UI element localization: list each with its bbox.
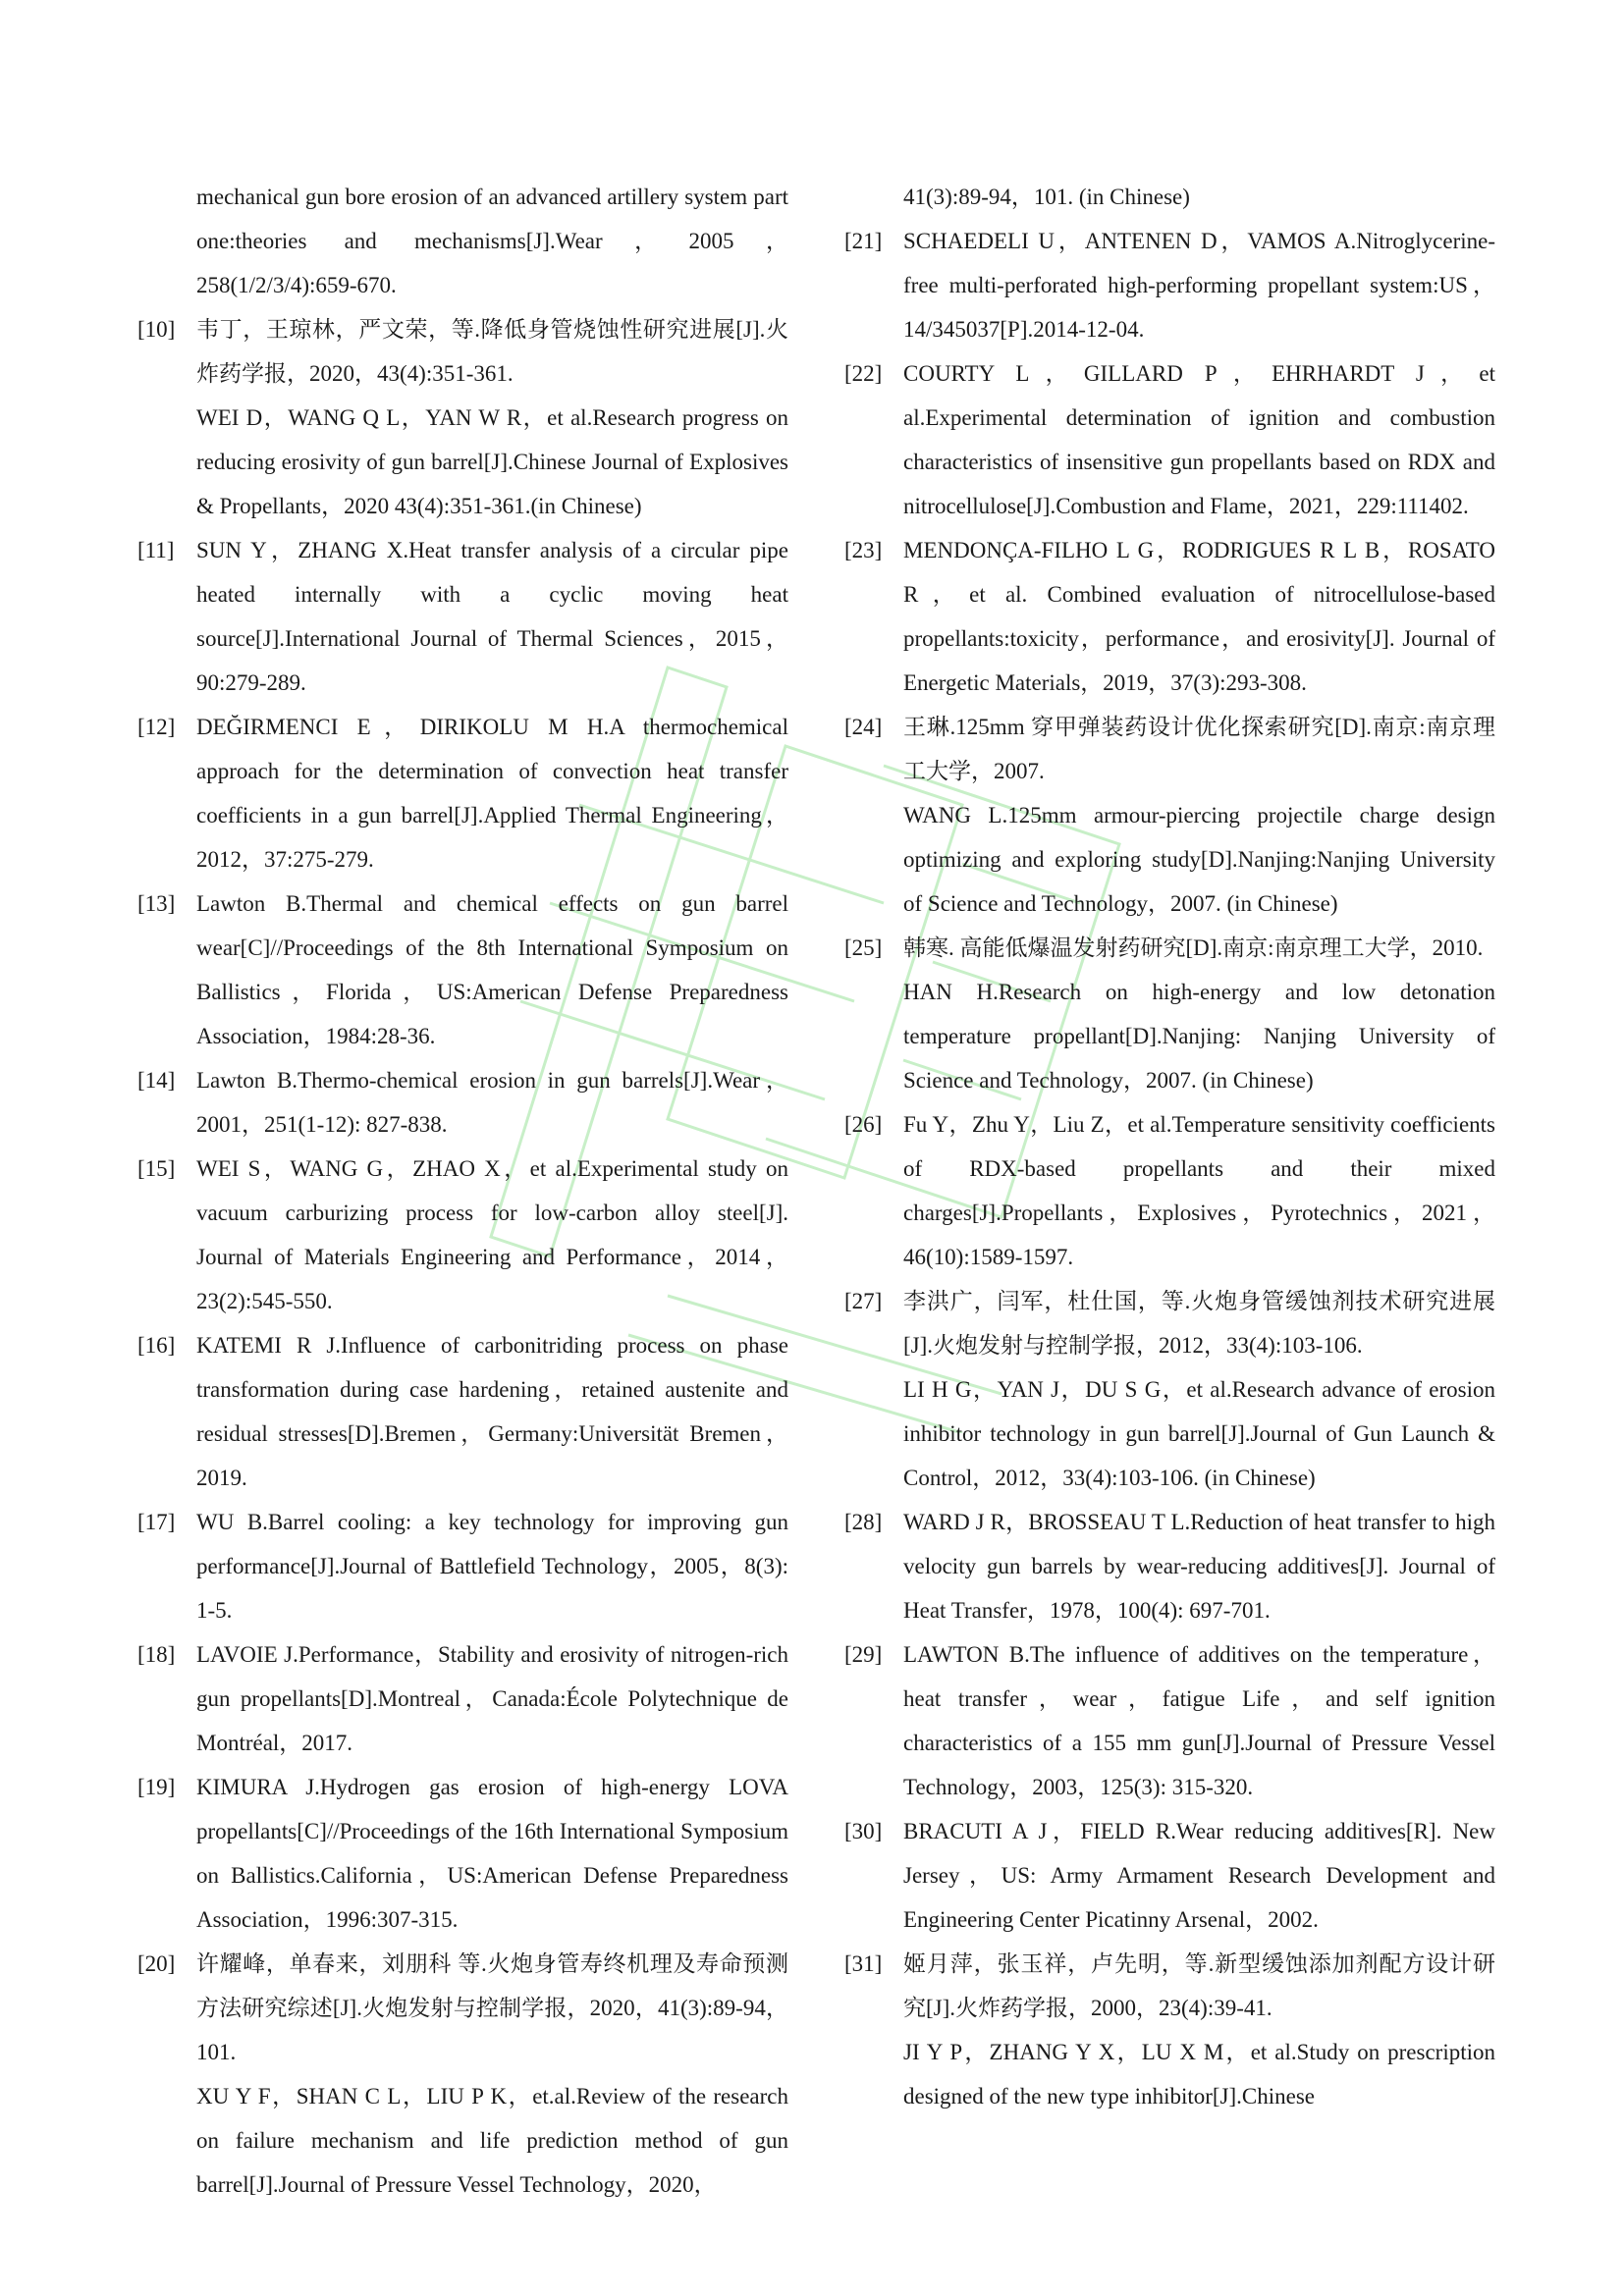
reference-entry <box>844 528 1495 705</box>
reference-number: [18] <box>137 1642 176 1667</box>
reference-entry <box>137 1147 788 1323</box>
reference-number: [22] <box>844 361 883 386</box>
reference-text: KATEMI R J.Influence of carbonitriding process on phase transformation during case hardening，retained austenite and residual stresses[D].Bremen，Germany:Universität Bremen，2019. <box>196 1333 788 1490</box>
reference-text: DEĞIRMENCI E，DIRIKOLU M H.A thermochemical approach for the determination of convection heat transfer coefficients in a gun barrel[J].Applied Thermal Engineering，2012，37:275-279. <box>196 715 788 872</box>
reference-text: WARD J R，BROSSEAU T L.Reduction of heat transfer to high velocity gun barrels by wear-reducing additives[J]. Journal of Heat Transfer，1978，100(4): 697-701. <box>903 1510 1495 1623</box>
reference-text: SUN Y，ZHANG X.Heat transfer analysis of a circular pipe heated internally with a cyclic moving heat source[J].International Journal of Thermal Sciences，2015，90:279-289. <box>196 538 788 695</box>
reference-text: Lawton B.Thermo-chemical erosion in gun barrels[J].Wear，2001，251(1-12): 827-838. <box>196 1068 788 1137</box>
reference-text: LAVOIE J.Performance，Stability and erosivity of nitrogen-rich gun propellants[D].Montreal，Canada:École Polytechnique de Montréal，2017. <box>196 1642 788 1755</box>
reference-text: Lawton B.Thermal and chemical effects on gun barrel wear[C]//Proceedings of the 8th International Symposium on Ballistics，Florida，US:American Defense Preparedness Association，1984:28-36. <box>196 891 788 1048</box>
reference-text: LAWTON B.The influence of additives on the temperature，heat transfer，wear，fatigue Life，and self ignition characteristics of a 155 mm gun[J].Journal of Pressure Vessel Technology，2003，125(3): 315-320. <box>903 1642 1495 1799</box>
reference-translation: XU Y F，SHAN C L，LIU P K，et.al.Review of the research on failure mechanism and life prediction method of gun barrel[J].Journal of Pressure Vessel Technology，2020， <box>196 2084 788 2197</box>
reference-number: [28] <box>844 1510 883 1534</box>
reference-text: BRACUTI A J，FIELD R.Wear reducing additives[R]. New Jersey，US: Army Armament Research Development and Engineering Center Picatinny Arsenal，2002. <box>903 1819 1495 1932</box>
reference-number: [21] <box>844 229 883 253</box>
reference-entry <box>844 1102 1495 1279</box>
reference-text: KIMURA J.Hydrogen gas erosion of high-energy LOVA propellants[C]//Proceedings of the 16th International Symposium on Ballistics.California，US:American Defense Preparedness Association，1996:307-315. <box>196 1775 788 1932</box>
reference-number: [31] <box>844 1951 883 1976</box>
reference-number: [10] <box>137 317 176 342</box>
reference-text: 姬月萍，张玉祥，卢先明，等.新型缓蚀添加剂配方设计研究[J].火炸药学报，2000，23(4):39-41. <box>903 1951 1495 2020</box>
reference-translation: JI Y P，ZHANG Y X，LU X M，et al.Study on prescription designed of the new type inhibitor[J].Chinese <box>903 2040 1495 2109</box>
reference-entry <box>844 1809 1495 1942</box>
reference-entry <box>844 1942 1495 2118</box>
reference-text: SCHAEDELI U，ANTENEN D，VAMOS A.Nitroglycerine-free multi-perforated high-performing propellant system:US，14/345037[P].2014-12-04. <box>903 229 1495 342</box>
reference-entry <box>844 926 1495 1102</box>
reference-text: 41(3):89-94，101. (in Chinese) <box>903 185 1190 209</box>
reference-translation: WEI D，WANG Q L，YAN W R，et al.Research progress on reducing erosivity of gun barrel[J].Chinese Journal of Explosives & Propellants，2020 43(4):351-361.(in Chinese) <box>196 405 788 518</box>
reference-entry <box>137 1323 788 1500</box>
reference-translation: LI H G，YAN J，DU S G，et al.Research advance of erosion inhibitor technology in gun barrel[J].Journal of Gun Launch & Control，2012，33(4):103-106. (in Chinese) <box>903 1377 1495 1490</box>
reference-entry <box>137 1500 788 1632</box>
reference-number: [19] <box>137 1775 176 1799</box>
reference-number: [17] <box>137 1510 176 1534</box>
references-right-column <box>844 175 1495 2118</box>
reference-entry <box>844 351 1495 528</box>
reference-number: [29] <box>844 1642 883 1667</box>
reference-text: WU B.Barrel cooling: a key technology for improving gun performance[J].Journal of Battlefield Technology，2005，8(3): 1-5. <box>196 1510 788 1623</box>
reference-entry <box>137 1058 788 1147</box>
reference-number: [26] <box>844 1112 883 1137</box>
reference-number: [30] <box>844 1819 883 1843</box>
reference-number: [24] <box>844 715 883 739</box>
reference-entry <box>844 1632 1495 1809</box>
reference-text: Fu Y，Zhu Y，Liu Z，et al.Temperature sensitivity coefficients of RDX-based propellants and their mixed charges[J].Propellants，Explosives，Pyrotechnics，2021，46(10):1589-1597. <box>903 1112 1495 1269</box>
reference-entry <box>844 175 1495 219</box>
reference-number: [12] <box>137 715 176 739</box>
reference-number: [20] <box>137 1951 176 1976</box>
reference-entry <box>137 705 788 881</box>
reference-entry <box>844 1500 1495 1632</box>
reference-entry <box>137 175 788 307</box>
reference-text: COURTY L，GILLARD P，EHRHARDT J，et al.Experimental determination of ignition and combustion characteristics of insensitive gun propellants based on RDX and nitrocellulose[J].Combustion and Flame，2021，229:111402. <box>903 361 1495 518</box>
reference-number: [11] <box>137 538 175 562</box>
reference-number: [15] <box>137 1156 176 1181</box>
reference-number: [13] <box>137 891 176 916</box>
reference-text: 王琳.125mm 穿甲弹装药设计优化探索研究[D].南京:南京理工大学，2007. <box>903 715 1495 783</box>
reference-translation: HAN H.Research on high-energy and low detonation temperature propellant[D].Nanjing: Nanjing University of Science and Technology，2007. (in Chinese) <box>903 980 1495 1093</box>
reference-text: mechanical gun bore erosion of an advanced artillery system part one:theories and mechanisms[J].Wear，2005，258(1/2/3/4):659-670. <box>196 185 788 297</box>
reference-number: [16] <box>137 1333 176 1358</box>
reference-number: [27] <box>844 1289 883 1313</box>
reference-number: [14] <box>137 1068 176 1093</box>
reference-text: 许耀峰，单春来，刘朋科 等.火炮身管寿终机理及寿命预测方法研究综述[J].火炮发射与控制学报，2020，41(3):89-94，101. <box>196 1951 788 2064</box>
reference-entry <box>137 1632 788 1765</box>
reference-entry <box>844 219 1495 351</box>
reference-text: WEI S，WANG G，ZHAO X，et al.Experimental study on vacuum carburizing process for low-carbon alloy steel[J]. Journal of Materials Engineering and Performance，2014，23(2):545-550. <box>196 1156 788 1313</box>
reference-text: 韦丁，王琼林，严文荣，等.降低身管烧蚀性研究进展[J].火炸药学报，2020，43(4):351-361. <box>196 317 788 386</box>
references-left-column <box>137 175 788 2207</box>
reference-translation: WANG L.125mm armour-piercing projectile charge design optimizing and exploring study[D].Nanjing:Nanjing University of Science and Technology，2007. (in Chinese) <box>903 803 1495 916</box>
reference-entry <box>844 705 1495 926</box>
reference-number: [23] <box>844 538 883 562</box>
reference-text: MENDONÇA-FILHO L G，RODRIGUES R L B，ROSATO R，et al. Combined evaluation of nitrocellulose-based propellants:toxicity，performance，and erosivity[J]. Journal of Energetic Materials，2019，37(3):293-308. <box>903 538 1495 695</box>
reference-text: 李洪广，闫军，杜仕国，等.火炮身管缓蚀剂技术研究进展[J].火炮发射与控制学报，2012，33(4):103-106. <box>903 1289 1495 1358</box>
reference-entry <box>137 307 788 528</box>
reference-number: [25] <box>844 935 883 960</box>
reference-entry <box>137 1765 788 1942</box>
reference-text: 韩寒. 高能低爆温发射药研究[D].南京:南京理工大学，2010. <box>903 935 1484 960</box>
reference-entry <box>844 1279 1495 1500</box>
reference-entry <box>137 528 788 705</box>
reference-entry <box>137 1942 788 2207</box>
reference-entry <box>137 881 788 1058</box>
